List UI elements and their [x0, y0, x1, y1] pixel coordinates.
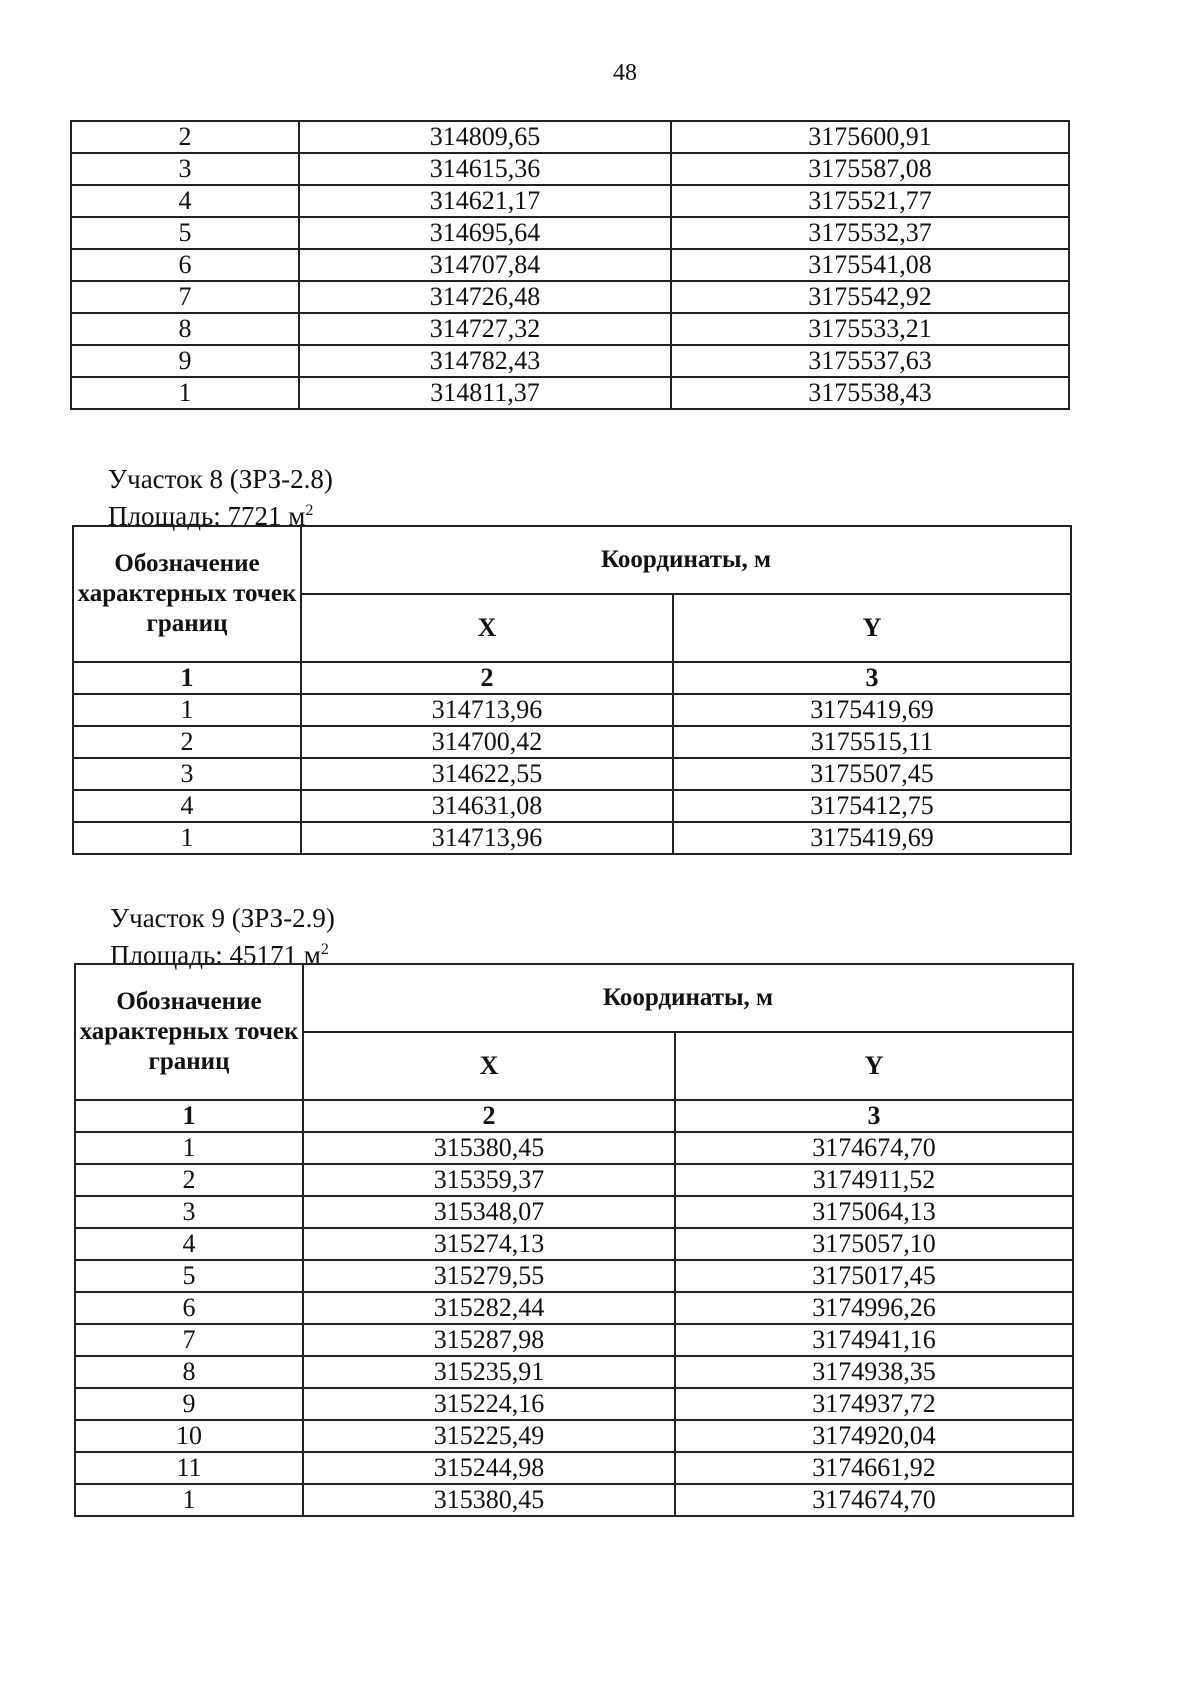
x-coordinate-cell: 314621,17 — [299, 185, 671, 217]
y-coordinate-cell: 3174674,70 — [675, 1484, 1073, 1516]
header-x: X — [303, 1032, 675, 1100]
column-number: 2 — [303, 1100, 675, 1132]
table-row — [71, 281, 1069, 313]
y-coordinate-cell: 3175057,10 — [675, 1228, 1073, 1260]
y-coordinate-cell: 3174996,26 — [675, 1292, 1073, 1324]
point-number-cell: 9 — [75, 1388, 303, 1420]
y-coordinate-cell: 3175521,77 — [671, 185, 1069, 217]
header-points: Обозначение характерных точек границ — [73, 526, 301, 662]
table-row — [71, 345, 1069, 377]
x-coordinate-cell: 315235,91 — [303, 1356, 675, 1388]
y-coordinate-cell: 3174674,70 — [675, 1132, 1073, 1164]
point-number-cell: 5 — [75, 1260, 303, 1292]
section-caption — [110, 903, 335, 971]
y-coordinate-cell: 3175515,11 — [673, 726, 1071, 758]
y-coordinate-cell: 3175532,37 — [671, 217, 1069, 249]
y-coordinate-cell: 3175537,63 — [671, 345, 1069, 377]
section-caption — [108, 464, 333, 532]
point-number-cell: 1 — [73, 822, 301, 854]
coordinates-table-section-8 — [72, 525, 1072, 855]
x-coordinate-cell: 314713,96 — [301, 694, 673, 726]
table-row — [75, 1292, 1073, 1324]
x-coordinate-cell: 314727,32 — [299, 313, 671, 345]
table-row — [75, 1132, 1073, 1164]
table-row — [75, 1388, 1073, 1420]
coordinates-table-continued — [70, 120, 1070, 410]
y-coordinate-cell: 3174911,52 — [675, 1164, 1073, 1196]
header-y: Y — [675, 1032, 1073, 1100]
y-coordinate-cell: 3175538,43 — [671, 377, 1069, 409]
column-number: 1 — [75, 1100, 303, 1132]
x-coordinate-cell: 315244,98 — [303, 1452, 675, 1484]
point-number-cell: 10 — [75, 1420, 303, 1452]
section-area: Площадь: 45171 $м^2$ — [110, 940, 329, 970]
point-number-cell: 6 — [75, 1292, 303, 1324]
point-number-cell: 1 — [73, 694, 301, 726]
x-coordinate-cell: 315380,45 — [303, 1484, 675, 1516]
point-number-cell: 1 — [71, 377, 299, 409]
table-row — [75, 1164, 1073, 1196]
x-coordinate-cell: 314700,42 — [301, 726, 673, 758]
x-coordinate-cell: 314782,43 — [299, 345, 671, 377]
point-number-cell: 2 — [71, 121, 299, 153]
table-row — [75, 1228, 1073, 1260]
point-number-cell: 4 — [75, 1228, 303, 1260]
x-coordinate-cell: 315380,45 — [303, 1132, 675, 1164]
table-row — [75, 1260, 1073, 1292]
x-coordinate-cell: 314707,84 — [299, 249, 671, 281]
table-row — [73, 726, 1071, 758]
x-coordinate-cell: 315274,13 — [303, 1228, 675, 1260]
y-coordinate-cell: 3175533,21 — [671, 313, 1069, 345]
x-coordinate-cell: 315225,49 — [303, 1420, 675, 1452]
x-coordinate-cell: 315359,37 — [303, 1164, 675, 1196]
y-coordinate-cell: 3175541,08 — [671, 249, 1069, 281]
table-row — [71, 217, 1069, 249]
y-coordinate-cell: 3175412,75 — [673, 790, 1071, 822]
y-coordinate-cell: 3174938,35 — [675, 1356, 1073, 1388]
table-row — [71, 313, 1069, 345]
x-coordinate-cell: 315279,55 — [303, 1260, 675, 1292]
column-number: 1 — [73, 662, 301, 694]
header-coordinates: Координаты, м — [301, 526, 1071, 594]
x-coordinate-cell: 314631,08 — [301, 790, 673, 822]
table-row — [71, 121, 1069, 153]
y-coordinate-cell: 3175507,45 — [673, 758, 1071, 790]
header-coordinates: Координаты, м — [303, 964, 1073, 1032]
table-row — [73, 758, 1071, 790]
point-number-cell: 11 — [75, 1452, 303, 1484]
coordinates-table-section-9 — [74, 963, 1074, 1517]
point-number-cell: 3 — [73, 758, 301, 790]
x-coordinate-cell: 314809,65 — [299, 121, 671, 153]
section-title: Участок 8 (ЗРЗ-2.8) — [108, 464, 333, 494]
x-coordinate-cell: 314811,37 — [299, 377, 671, 409]
table-row — [71, 185, 1069, 217]
y-coordinate-cell: 3175600,91 — [671, 121, 1069, 153]
point-number-cell: 3 — [75, 1196, 303, 1228]
table-row — [71, 153, 1069, 185]
table-row — [71, 249, 1069, 281]
header-y: Y — [673, 594, 1071, 662]
point-number-cell: 8 — [75, 1356, 303, 1388]
x-coordinate-cell: 315287,98 — [303, 1324, 675, 1356]
table-row — [75, 1196, 1073, 1228]
point-number-cell: 1 — [75, 1484, 303, 1516]
x-coordinate-cell: 315224,16 — [303, 1388, 675, 1420]
point-number-cell: 8 — [71, 313, 299, 345]
point-number-cell: 4 — [73, 790, 301, 822]
page-number: 48 — [613, 60, 637, 86]
x-coordinate-cell: 315282,44 — [303, 1292, 675, 1324]
table-row — [75, 1356, 1073, 1388]
x-coordinate-cell: 314622,55 — [301, 758, 673, 790]
table-row — [75, 1484, 1073, 1516]
table-row — [73, 790, 1071, 822]
section-area: Площадь: 7721 $м^2$ — [108, 501, 314, 531]
point-number-cell: 7 — [71, 281, 299, 313]
x-coordinate-cell: 314615,36 — [299, 153, 671, 185]
y-coordinate-cell: 3175419,69 — [673, 694, 1071, 726]
y-coordinate-cell: 3175419,69 — [673, 822, 1071, 854]
point-number-cell: 4 — [71, 185, 299, 217]
point-number-cell: 6 — [71, 249, 299, 281]
y-coordinate-cell: 3174661,92 — [675, 1452, 1073, 1484]
table-row — [73, 822, 1071, 854]
y-coordinate-cell: 3175064,13 — [675, 1196, 1073, 1228]
table-row — [75, 1420, 1073, 1452]
x-coordinate-cell: 314726,48 — [299, 281, 671, 313]
point-number-cell: 9 — [71, 345, 299, 377]
column-number: 3 — [673, 662, 1071, 694]
header-points: Обозначение характерных точек границ — [75, 964, 303, 1100]
x-coordinate-cell: 314713,96 — [301, 822, 673, 854]
point-number-cell: 1 — [75, 1132, 303, 1164]
point-number-cell: 7 — [75, 1324, 303, 1356]
y-coordinate-cell: 3174941,16 — [675, 1324, 1073, 1356]
y-coordinate-cell: 3175542,92 — [671, 281, 1069, 313]
table-row — [71, 377, 1069, 409]
table-row — [75, 1324, 1073, 1356]
column-number: 3 — [675, 1100, 1073, 1132]
table-row — [73, 694, 1071, 726]
column-number: 2 — [301, 662, 673, 694]
y-coordinate-cell: 3175587,08 — [671, 153, 1069, 185]
point-number-cell: 5 — [71, 217, 299, 249]
point-number-cell: 2 — [73, 726, 301, 758]
y-coordinate-cell: 3174937,72 — [675, 1388, 1073, 1420]
table-row — [75, 1452, 1073, 1484]
x-coordinate-cell: 314695,64 — [299, 217, 671, 249]
header-x: X — [301, 594, 673, 662]
section-title: Участок 9 (ЗРЗ-2.9) — [110, 903, 335, 933]
y-coordinate-cell: 3174920,04 — [675, 1420, 1073, 1452]
point-number-cell: 3 — [71, 153, 299, 185]
point-number-cell: 2 — [75, 1164, 303, 1196]
y-coordinate-cell: 3175017,45 — [675, 1260, 1073, 1292]
x-coordinate-cell: 315348,07 — [303, 1196, 675, 1228]
